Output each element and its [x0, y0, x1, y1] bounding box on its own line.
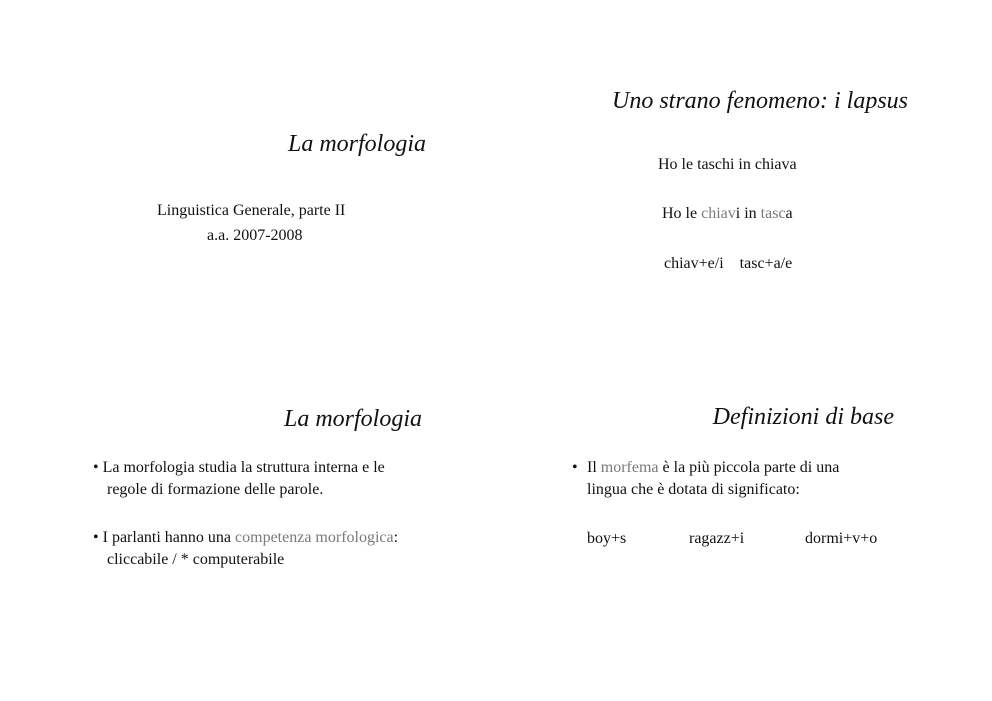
bullet-2-suffix: :	[393, 529, 399, 546]
bullet-2-prefix: I parlanti hanno una	[102, 529, 236, 546]
slide-title	[0, 0, 496, 350]
bullet-marker: •	[93, 529, 99, 546]
bullet-marker: •	[93, 459, 99, 476]
highlight-competenza: competenza morfologica	[235, 529, 394, 546]
slide-definizioni	[496, 350, 992, 701]
definition-line-2: lingua che è dotata di significato:	[587, 481, 800, 498]
highlight-chiav: chiav	[701, 205, 736, 222]
slide-3-title: La morfologia	[283, 406, 422, 432]
bullet-1-text: La morfologia studia la struttura interna e le	[102, 459, 385, 476]
definition-prefix: Il	[587, 459, 601, 476]
correct-example-part2: i in	[735, 205, 761, 222]
slide-4-title: Definizioni di base	[712, 404, 894, 430]
highlight-tasc: tasc	[760, 205, 786, 222]
course-name: Linguistica Generale, parte II	[157, 202, 346, 219]
bullet-marker: •	[572, 459, 578, 476]
example-ragazzi: ragazz+i	[689, 530, 745, 547]
academic-year: a.a. 2007-2008	[207, 227, 303, 244]
morpheme-analysis-2: tasc+a/e	[739, 255, 793, 272]
morpheme-analysis-1: chiav+e/i	[664, 255, 724, 272]
definition-line-1	[587, 459, 839, 477]
correct-example-part3: a	[785, 205, 793, 222]
correct-example	[662, 205, 793, 223]
highlight-morfema: morfema	[600, 459, 659, 476]
slide-morfologia	[0, 350, 496, 701]
bullet-1-line-2: regole di formazione delle parole.	[107, 481, 324, 498]
correct-example-part1: Ho le	[662, 205, 702, 222]
slide-lapsus	[496, 0, 992, 350]
bullet-2-line-1	[93, 529, 398, 547]
example-boys: boy+s	[587, 530, 627, 547]
bullet-1-line-1	[93, 459, 385, 477]
morpheme-analysis	[664, 255, 792, 273]
example-dormivo: dormi+v+o	[805, 530, 878, 547]
lapsus-example: Ho le taschi in chiava	[658, 156, 797, 173]
slide-2-title: Uno strano fenomeno: i lapsus	[612, 88, 908, 114]
slide-1-title: La morfologia	[287, 131, 426, 157]
definition-suffix: è la più piccola parte di una	[658, 459, 840, 476]
bullet-2-line-2: cliccabile / * computerabile	[107, 551, 285, 568]
